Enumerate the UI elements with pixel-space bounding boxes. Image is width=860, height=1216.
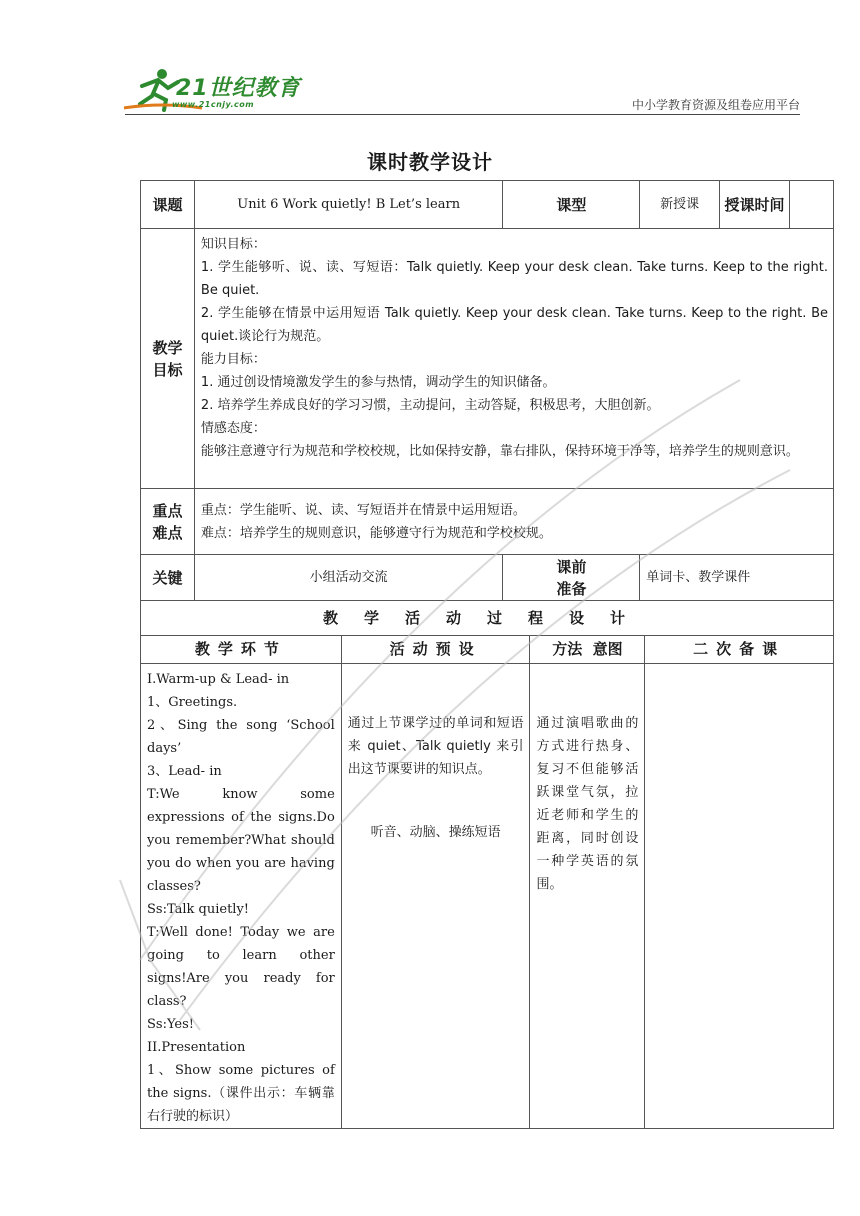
step-line: T:Well done! Today we are going to learn other signs!Are you ready for class? [147, 925, 335, 1009]
logo-text: 21世纪教育 [176, 76, 301, 101]
logo-url: www.21cnjy.com [172, 100, 255, 109]
goals-line: 2. 学生能够在情景中运用短语 Talk quietly. Keep your desk clean. Take turns. Keep to the right. Be quiet.谈论行为规范。 [200, 306, 828, 344]
step-line: II.Presentation [147, 1040, 246, 1055]
activity-cell [341, 664, 530, 1129]
time-label: 授课时间 [720, 181, 790, 229]
time-value [790, 181, 834, 229]
step-line: I.Warm-up & Lead- in [147, 672, 290, 687]
step-line: 1、Show some pictures of the signs.（课件出示：车辆靠右行驶的标识） [147, 1063, 335, 1124]
goals-heading-ability: 能力目标： [200, 352, 266, 367]
col-activity: 活动预设 [341, 636, 530, 664]
goals-line: 能够注意遵守行为规范和学校校规，比如保持安静，靠右排队，保持环境干净等，培养学生的规则意识。 [200, 444, 799, 459]
process-section-title: 教学活动过程设计 [141, 601, 834, 636]
teaching-steps-cell [141, 664, 342, 1129]
key-value: 小组活动交流 [194, 555, 503, 601]
keypoints-label: 重点 难点 [141, 489, 195, 555]
step-line: 2、Sing the song ‘School days’ [147, 718, 335, 756]
keypoints-row [141, 489, 834, 555]
step-line: Ss:Talk quietly! [147, 902, 250, 917]
goals-heading-knowledge: 知识目标： [200, 237, 266, 252]
step-line: 3、Lead- in [147, 764, 222, 779]
difficulty-line: 难点：培养学生的规则意识，能够遵守行为规范和学校校规。 [200, 525, 552, 541]
lesson-plan-table [140, 180, 834, 601]
header-divider [125, 114, 800, 115]
topic-value: Unit 6 Work quietly! B Let’s learn [194, 181, 503, 229]
process-column-headers [141, 636, 834, 664]
goals-line: 1. 学生能够听、说、读、写短语：Talk quietly. Keep your desk clean. Take turns. Keep to the right. Be quiet. [200, 260, 828, 298]
goals-content [194, 229, 833, 489]
activity-text: 通过上节课学过的单词和短语来 quiet、Talk quietly 来引出这节课要讲的知识点。 [347, 716, 524, 777]
process-body-row [141, 664, 834, 1129]
step-line: Ss:Yes! [147, 1017, 194, 1032]
type-label: 课型 [503, 181, 640, 229]
process-section-header [141, 601, 834, 636]
key-row [141, 555, 834, 601]
goals-label: 教学 目标 [141, 229, 195, 489]
step-line: T:We know some expressions of the signs.Do you remember?What should you do when you are having classes? [147, 787, 335, 894]
page-title: 课时教学设计 [367, 150, 493, 174]
key-label: 关键 [141, 555, 195, 601]
goals-row [141, 229, 834, 489]
prep-value: 单词卡、教学课件 [640, 555, 834, 601]
page-header [0, 0, 860, 120]
topic-label: 课题 [141, 181, 195, 229]
platform-name: 中小学教育资源及组卷应用平台 [631, 98, 800, 112]
goals-line: 2. 培养学生养成良好的学习习惯，主动提问，主动答疑，积极思考，大胆创新。 [200, 398, 660, 413]
intent-text: 通过演唱歌曲的方式进行热身、复习不但能够活跃课堂气氛，拉近老师和学生的距离，同时创设一种学英语的氛围。 [536, 716, 639, 892]
keypoint-line: 重点：学生能听、说、读、写短语并在情景中运用短语。 [200, 502, 526, 518]
topic-row [141, 181, 834, 229]
intent-cell [530, 664, 645, 1129]
col-teaching-step: 教学环节 [141, 636, 342, 664]
goals-line: 1. 通过创设情境激发学生的参与热情，调动学生的知识储备。 [200, 375, 556, 390]
activity-text: 听音、动脑、操练短语 [370, 825, 501, 840]
col-method-intent: 方法 意图 [530, 636, 645, 664]
type-value: 新授课 [640, 181, 720, 229]
prep-label: 课前 准备 [503, 555, 640, 601]
step-line: 1、Greetings. [147, 695, 238, 710]
second-prep-cell [645, 664, 834, 1129]
process-table [140, 600, 834, 1129]
keypoints-content [194, 489, 833, 555]
col-second-prep: 二次备课 [645, 636, 834, 664]
goals-heading-attitude: 情感态度： [200, 421, 266, 436]
